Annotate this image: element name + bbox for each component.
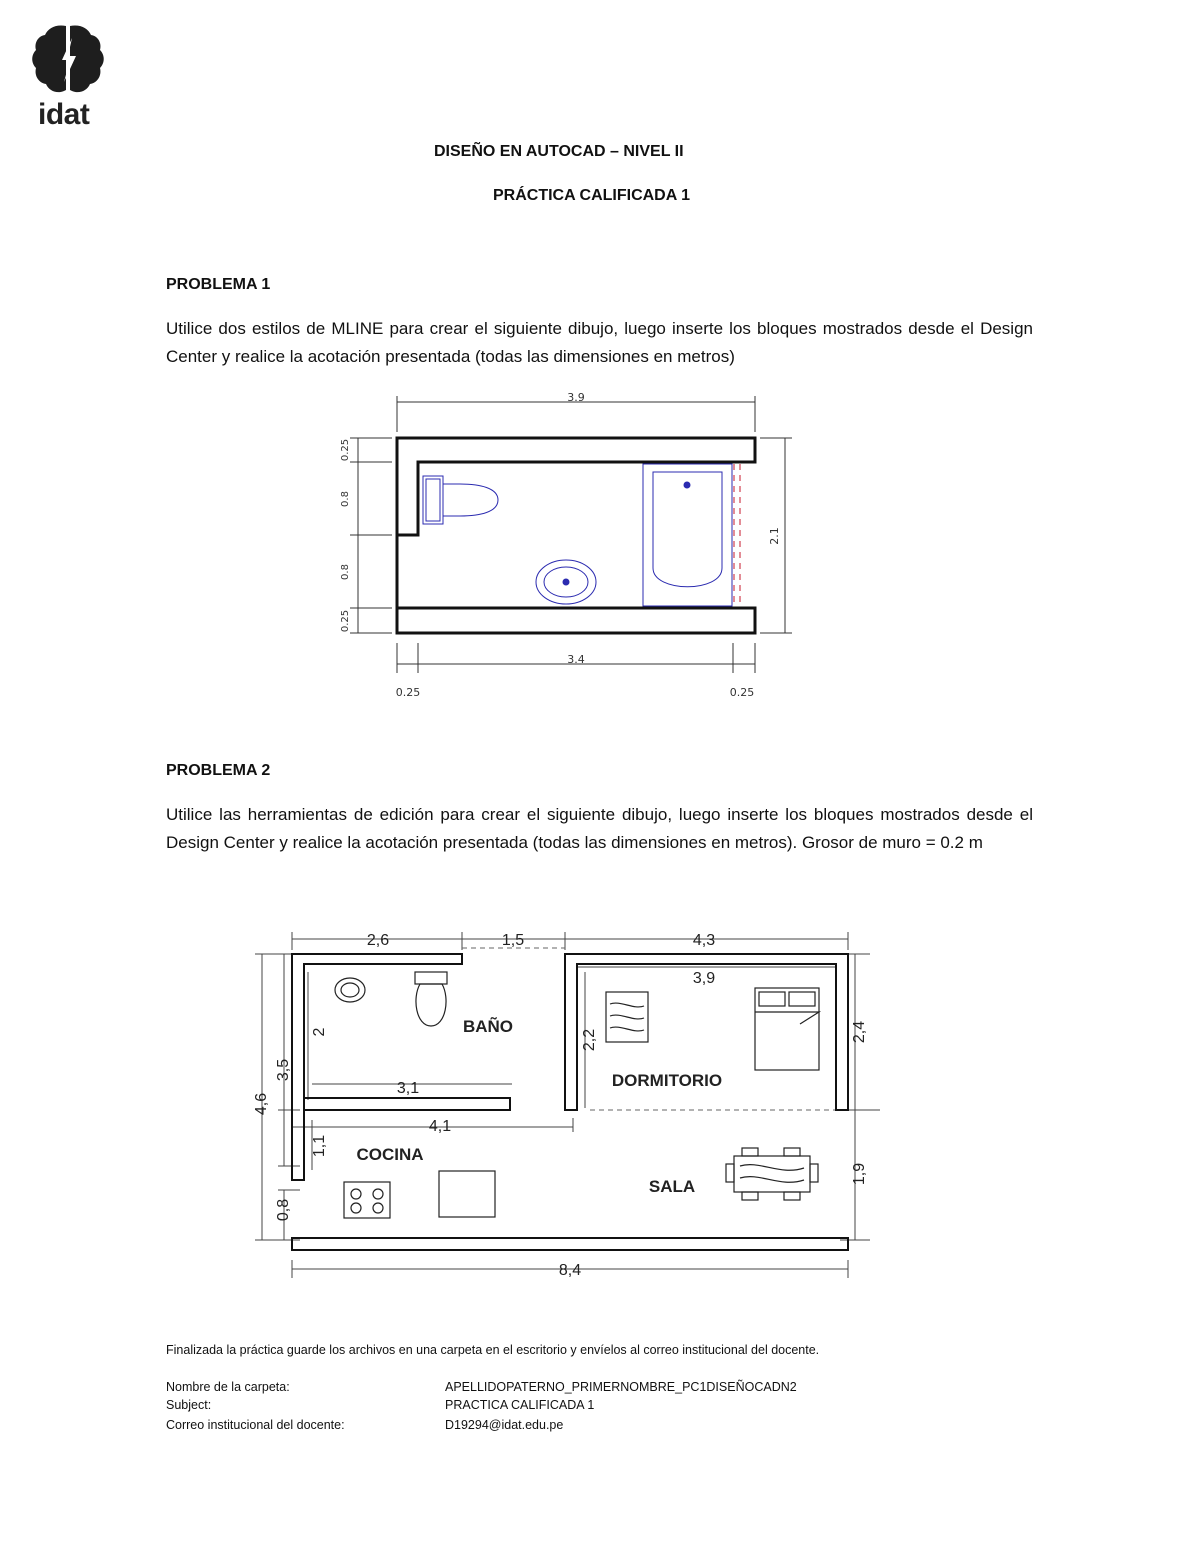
dim-inner: 3.4 (567, 653, 585, 666)
dim-dorm-h: 2,2 (581, 1028, 598, 1052)
dim-top-c: 4,3 (692, 932, 716, 949)
room-cocina: COCINA (356, 1145, 424, 1164)
footer-label-folder: Nombre de la carpeta: (166, 1380, 290, 1394)
dim-left-b: 0.8 (340, 491, 351, 507)
room-sala: SALA (648, 1177, 696, 1196)
dim-dorm-width: 3,9 (692, 970, 716, 987)
dim-bottom-left: 0.25 (395, 686, 421, 699)
dim-left-total: 4,6 (253, 1092, 270, 1116)
toilet-icon (423, 476, 498, 524)
footer-label-subject: Subject: (166, 1398, 212, 1412)
stove-icon (344, 1182, 390, 1218)
problem2-drawing (240, 920, 890, 1285)
sink-icon (335, 978, 365, 1002)
problem1-heading: PROBLEMA 1 (166, 276, 271, 293)
room-dormitorio: DORMITORIO (611, 1071, 723, 1090)
room-bano: BAÑO (462, 1017, 514, 1036)
dim-bottom: 8,4 (558, 1262, 582, 1279)
dim-left-d: 0.25 (340, 609, 351, 633)
idat-logo (28, 20, 108, 138)
footer-value-email: D19294@idat.edu.pe (445, 1418, 564, 1432)
counter-icon (439, 1171, 495, 1217)
problem2-heading: PROBLEMA 2 (166, 762, 271, 779)
dim-right-top: 2,4 (851, 1020, 868, 1044)
problem1-drawing (330, 388, 800, 703)
footer-value-subject: PRACTICA CALIFICADA 1 (445, 1398, 595, 1412)
document-title: DISEÑO EN AUTOCAD – NIVEL II (434, 143, 684, 160)
dim-mid-w2: 4,1 (428, 1118, 452, 1135)
dim-left-a: 3,5 (275, 1058, 292, 1082)
dim-left-b: 0,8 (275, 1198, 292, 1222)
dim-bottom-right: 0.25 (729, 686, 755, 699)
footer-note: Finalizada la práctica guarde los archivos en una carpeta en el escritorio y envíelos al correo institucional del docente. (166, 1343, 820, 1357)
dim-bano-h: 2 (311, 1027, 328, 1037)
logo-text: idat (38, 98, 90, 131)
sink-icon (536, 560, 596, 604)
brain-icon (28, 20, 108, 100)
footer-value-folder: APELLIDOPATERNO_PRIMERNOMBRE_PC1DISEÑOCADN2 (445, 1380, 797, 1394)
dining-table-icon (734, 1156, 810, 1192)
dim-left-a: 0.25 (340, 438, 351, 462)
toilet-icon (415, 972, 447, 984)
dim-mid-w1: 3,1 (396, 1080, 420, 1097)
bed-icon (755, 988, 819, 1070)
dim-top: 3.9 (567, 391, 585, 404)
dim-right-bottom: 1,9 (851, 1162, 868, 1186)
dim-left-c: 0.8 (340, 564, 351, 580)
dim-top-a: 2,6 (366, 932, 390, 949)
problem2-text: Utilice las herramientas de edición para crear el siguiente dibujo, luego inserte los bloques mostrados desde el Design Center y realice la acotación presentada (todas las dimensiones en metros). Grosor de muro = 0.2 m (166, 805, 1033, 852)
footer-label-email: Correo institucional del docente: (166, 1418, 345, 1432)
problem1-text: Utilice dos estilos de MLINE para crear el siguiente dibujo, luego inserte los bloques mostrados desde el Design Center y realice la acotación presentada (todas las dimensiones en metros) (166, 319, 1033, 366)
document-subtitle: PRÁCTICA CALIFICADA 1 (493, 187, 691, 204)
dim-right: 2.1 (768, 527, 781, 545)
bathtub-icon (643, 464, 732, 606)
dim-top-b: 1,5 (501, 932, 525, 949)
dim-cocina-h: 1,1 (311, 1134, 328, 1158)
